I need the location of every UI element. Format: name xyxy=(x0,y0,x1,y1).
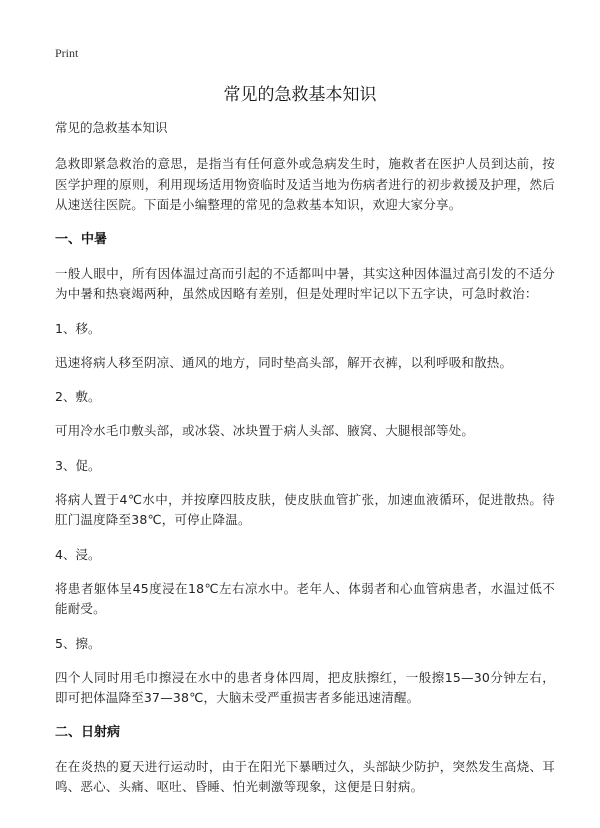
step-text: 迅速将病人移至阴凉、通风的地方，同时垫高头部，解开衣裤，以利呼吸和散热。 xyxy=(55,354,513,370)
step-text: 可用冷水毛巾敷头部，或冰袋、冰块置于病人头部、腋窝、大腿根部等处。 xyxy=(55,423,475,438)
section-intro-heatstroke: 一般人眼中，所有因体温过高而引起的不适都叫中暑，其实这种因体温过高引发的不适分为中暑和热衰竭两种，虽然成因略有差别，但是处理时牢记以下五字诀，可急时救治： xyxy=(55,265,555,301)
page-title: 常见的急救基本知识 xyxy=(223,85,377,105)
intro-paragraph: 急救即紧急救治的意思，是指当有任何意外或急病发生时，施救者在医护人员到达前，按医学护理的原则，利用现场适用物资临时及适当地为伤病者进行的初步救援及护理，然后从速送往医院。下面是小编整理的常见的急救基本知识，欢迎大家分享。 xyxy=(55,156,555,212)
article-body xyxy=(55,118,555,812)
step-label: 4、浸。 xyxy=(55,546,101,562)
section-heading-sunstroke: 二、日射病 xyxy=(55,724,121,740)
article-subtitle: 常见的急救基本知识 xyxy=(55,120,168,135)
step-label: 5、擦。 xyxy=(55,635,101,651)
step-label: 2、敷。 xyxy=(55,389,101,404)
step-text: 将病人置于4℃水中，并按摩四肢皮肤，使皮肤血管扩张，加速血液循环，促进散热。待肛门温度降至38℃，可停止降温。 xyxy=(55,491,555,527)
print-link[interactable]: Print xyxy=(55,46,79,60)
section-heading-heatstroke: 一、中暑 xyxy=(55,231,108,247)
step-text: 将患者躯体呈45度浸在18℃左右凉水中。老年人、体弱者和心血管病患者，水温过低不能耐受。 xyxy=(55,580,555,616)
step-text: 四个人同时用毛巾擦浸在水中的患者身体四周，把皮肤擦红，一般擦15—30分钟左右，即可把体温降至37—38℃，大脑未受严重损害者多能迅速清醒。 xyxy=(55,669,555,705)
step-label: 1、移。 xyxy=(55,320,101,336)
section-intro-sunstroke: 在在炎热的夏天进行运动时，由于在阳光下暴晒过久，头部缺少防护，突然发生高烧、耳鸣、恶心、头痛、呕吐、昏睡、怕光刺激等现象，这便是日射病。 xyxy=(55,758,555,794)
step-label: 3、促。 xyxy=(55,457,101,473)
